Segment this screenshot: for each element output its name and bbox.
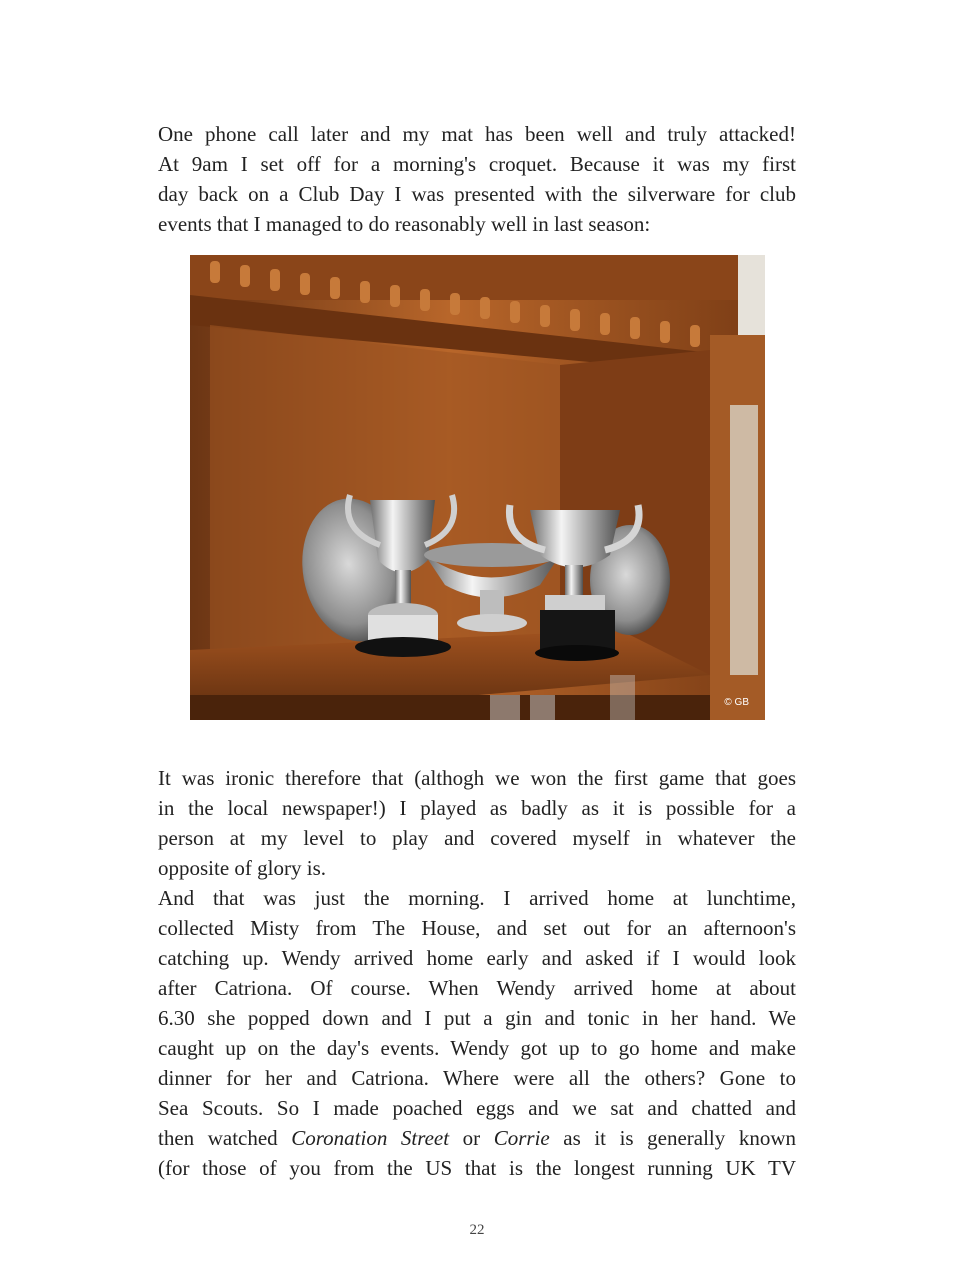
text-line: Sea Scouts. So I made poached eggs and we sat and chatted and <box>158 1096 796 1120</box>
text-line: caught up on the day's events. Wendy got up to go home and make <box>158 1036 796 1060</box>
text-line: At 9am I set off for a morning's croquet. Because it was my first <box>158 152 796 176</box>
text-line: day back on a Club Day I was presented with the silverware for club <box>158 182 796 206</box>
page-number: 22 <box>469 1222 485 1238</box>
text-segment: or <box>449 1126 494 1150</box>
text-line: person at my level to play and covered myself in whatever the <box>158 826 796 850</box>
italic-title-coronation-street: Coronation Street <box>291 1126 450 1150</box>
text-line: after Catriona. Of course. When Wendy arrived home at about <box>158 976 796 1000</box>
text-line: catching up. Wendy arrived home early and asked if I would look <box>158 946 796 970</box>
text-line: in the local newspaper!) I played as badly as it is possible for a <box>158 796 796 820</box>
photo-credit: © GB <box>724 697 749 708</box>
text-line: (for those of you from the US that is the longest running UK TV <box>158 1156 796 1180</box>
text-line: It was ironic therefore that (althogh we won the first game that goes <box>158 766 796 790</box>
italic-title-corrie: Corrie <box>493 1126 550 1150</box>
text-line: 6.30 she popped down and I put a gin and tonic in her hand. We <box>158 1006 796 1030</box>
text-line-with-italics <box>158 1123 796 1153</box>
paragraph-bottom <box>158 763 796 1183</box>
text-line: events that I managed to do reasonably well in last season: <box>158 212 651 236</box>
text-segment: then watched <box>158 1126 292 1150</box>
trophy-photo-illustration <box>190 255 765 720</box>
paragraph-top <box>158 119 796 239</box>
text-line: One phone call later and my mat has been well and truly attacked! <box>158 122 796 146</box>
text-line: collected Misty from The House, and set out for an afternoon's <box>158 916 796 940</box>
text-line: opposite of glory is. <box>158 856 326 880</box>
trophy-cabinet-photo <box>190 255 765 720</box>
text-segment: as it is generally known <box>549 1126 796 1150</box>
text-line: And that was just the morning. I arrived home at lunchtime, <box>158 886 796 910</box>
text-line: dinner for her and Catriona. Where were all the others? Gone to <box>158 1066 796 1090</box>
